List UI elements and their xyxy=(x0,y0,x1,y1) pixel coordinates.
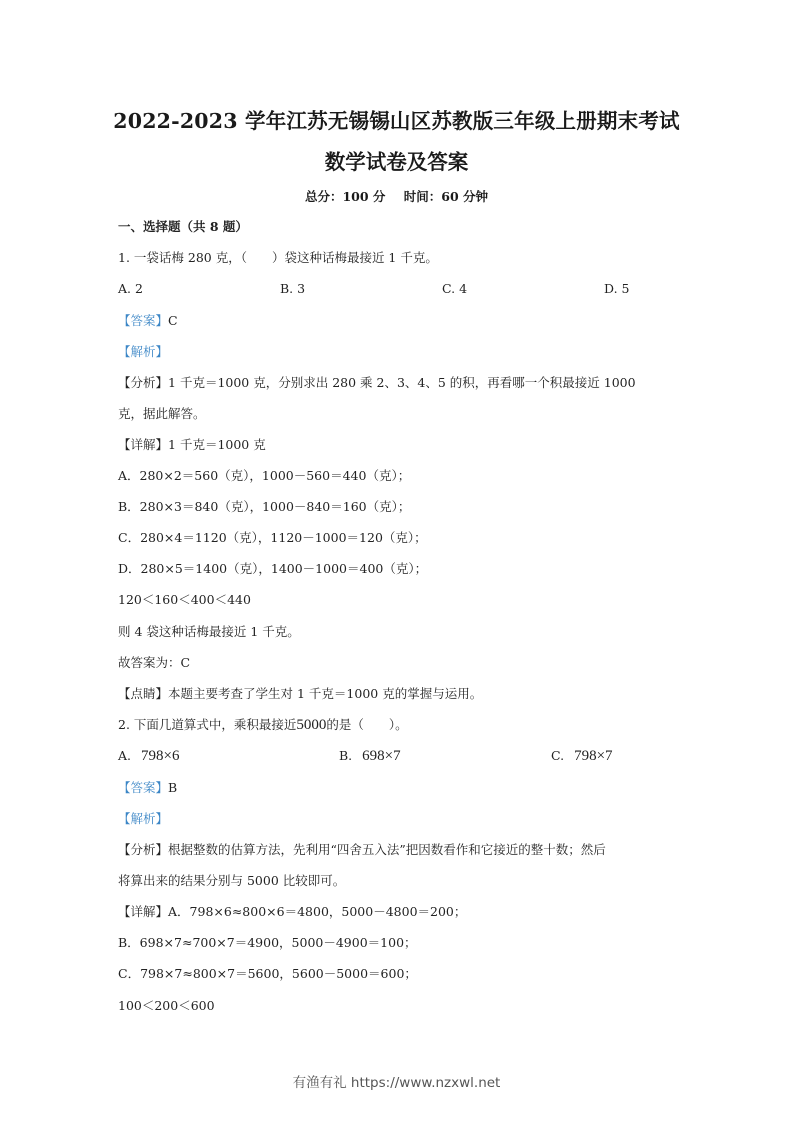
q2-step-c: C．798×7≈800×7＝5600，5600－5000＝600； xyxy=(118,966,417,981)
q1-option-c: C. 4 xyxy=(442,281,468,296)
q1-option-a: A. 2 xyxy=(118,281,143,296)
q2-fenxi-line1 xyxy=(118,842,606,858)
option-letter: A. xyxy=(118,748,132,763)
dianjing-text: 本题主要考查了学生对 1 千克＝1000 克的掌握与运用。 xyxy=(168,686,483,701)
q1-fenxi-line2: 克，据此解答。 xyxy=(118,406,206,421)
detail-tag: 【详解】 xyxy=(118,904,169,919)
fenxi-tag: 【分析】 xyxy=(118,842,169,857)
q2-option-a xyxy=(118,748,179,764)
detail-text: A．798×6≈800×6＝4800，5000－4800＝200； xyxy=(168,904,467,919)
footer-watermark: 有渔有礼 https://www.nzxwl.net xyxy=(292,1075,501,1091)
q2-option-b xyxy=(339,748,401,764)
answer-value: C xyxy=(168,313,178,328)
option-letter: B. xyxy=(339,748,353,763)
q1-step-a: A．280×2＝560（克），1000－560＝440（克）； xyxy=(118,468,411,483)
total-score: 总分：100 分 xyxy=(304,189,386,204)
q2-step-a xyxy=(118,904,466,920)
question-2-stem xyxy=(118,717,408,733)
answer-tag: 【答案】 xyxy=(118,780,169,795)
option-letter: C. xyxy=(551,748,565,763)
q1-step-d: D．280×5＝1400（克），1400－1000＝400（克）； xyxy=(118,561,428,576)
option-expression: 798×7 xyxy=(574,748,613,764)
exam-meta xyxy=(0,187,793,205)
fenxi-tag: 【分析】 xyxy=(118,375,169,390)
q1-detail-line1 xyxy=(118,437,266,453)
fenxi-text: 1 千克＝1000 克，分别求出 280 乘 2、3、4、5 的积，再看哪一个积最接近 1000 xyxy=(168,375,636,390)
exam-time: 时间：60 分钟 xyxy=(403,189,489,204)
q2-stem-number: 5000 xyxy=(296,717,327,733)
q1-step-b: B．280×3＝840（克），1000－840＝160（克）； xyxy=(118,499,411,514)
q2-answer xyxy=(118,780,177,796)
q2-analysis-tag: 【解析】 xyxy=(118,811,169,826)
q1-analysis-tag: 【解析】 xyxy=(118,344,169,359)
detail-tag: 【详解】 xyxy=(118,437,169,452)
q1-conclusion: 则 4 袋这种话梅最接近 1 千克。 xyxy=(118,624,300,639)
q1-answer xyxy=(118,313,178,329)
q1-step-c: C．280×4＝1120（克），1120－1000＝120（克）； xyxy=(118,530,427,545)
q2-fenxi-line2: 将算出来的结果分别与 5000 比较即可。 xyxy=(118,873,346,888)
detail-text: 1 千克＝1000 克 xyxy=(168,437,266,452)
page-title: 2022-2023 学年江苏无锡锡山区苏教版三年级上册期末考试 xyxy=(113,109,680,133)
question-1-stem: 1. 一袋话梅 280 克，（ ）袋这种话梅最接近 1 千克。 xyxy=(118,250,438,265)
q2-step-b: B．698×7≈700×7＝4900，5000－4900＝100； xyxy=(118,935,417,950)
option-expression: 698×7 xyxy=(362,748,401,764)
section-heading: 一、选择题（共 8 题） xyxy=(118,219,248,234)
page-subtitle: 数学试卷及答案 xyxy=(324,150,469,174)
q2-compare: 100＜200＜600 xyxy=(118,998,215,1013)
fenxi-text: 根据整数的估算方法，先利用“四舍五入法”把因数看作和它接近的整十数；然后 xyxy=(168,842,606,857)
q1-dianjing xyxy=(118,686,482,702)
q1-option-b: B. 3 xyxy=(280,281,306,296)
answer-tag: 【答案】 xyxy=(118,313,169,328)
answer-value: B xyxy=(168,780,178,795)
q1-fenxi-line1 xyxy=(118,375,636,391)
q2-stem-suffix: 的是（ ）。 xyxy=(326,717,408,732)
q1-compare: 120＜160＜400＜440 xyxy=(118,592,251,607)
q1-final-answer: 故答案为：C xyxy=(118,655,191,670)
q2-stem-prefix: 2. 下面几道算式中，乘积最接近 xyxy=(118,717,297,732)
q1-option-d: D. 5 xyxy=(604,281,630,296)
option-expression: 798×6 xyxy=(141,748,180,764)
q2-option-c xyxy=(551,748,613,764)
dianjing-tag: 【点睛】 xyxy=(118,686,169,701)
